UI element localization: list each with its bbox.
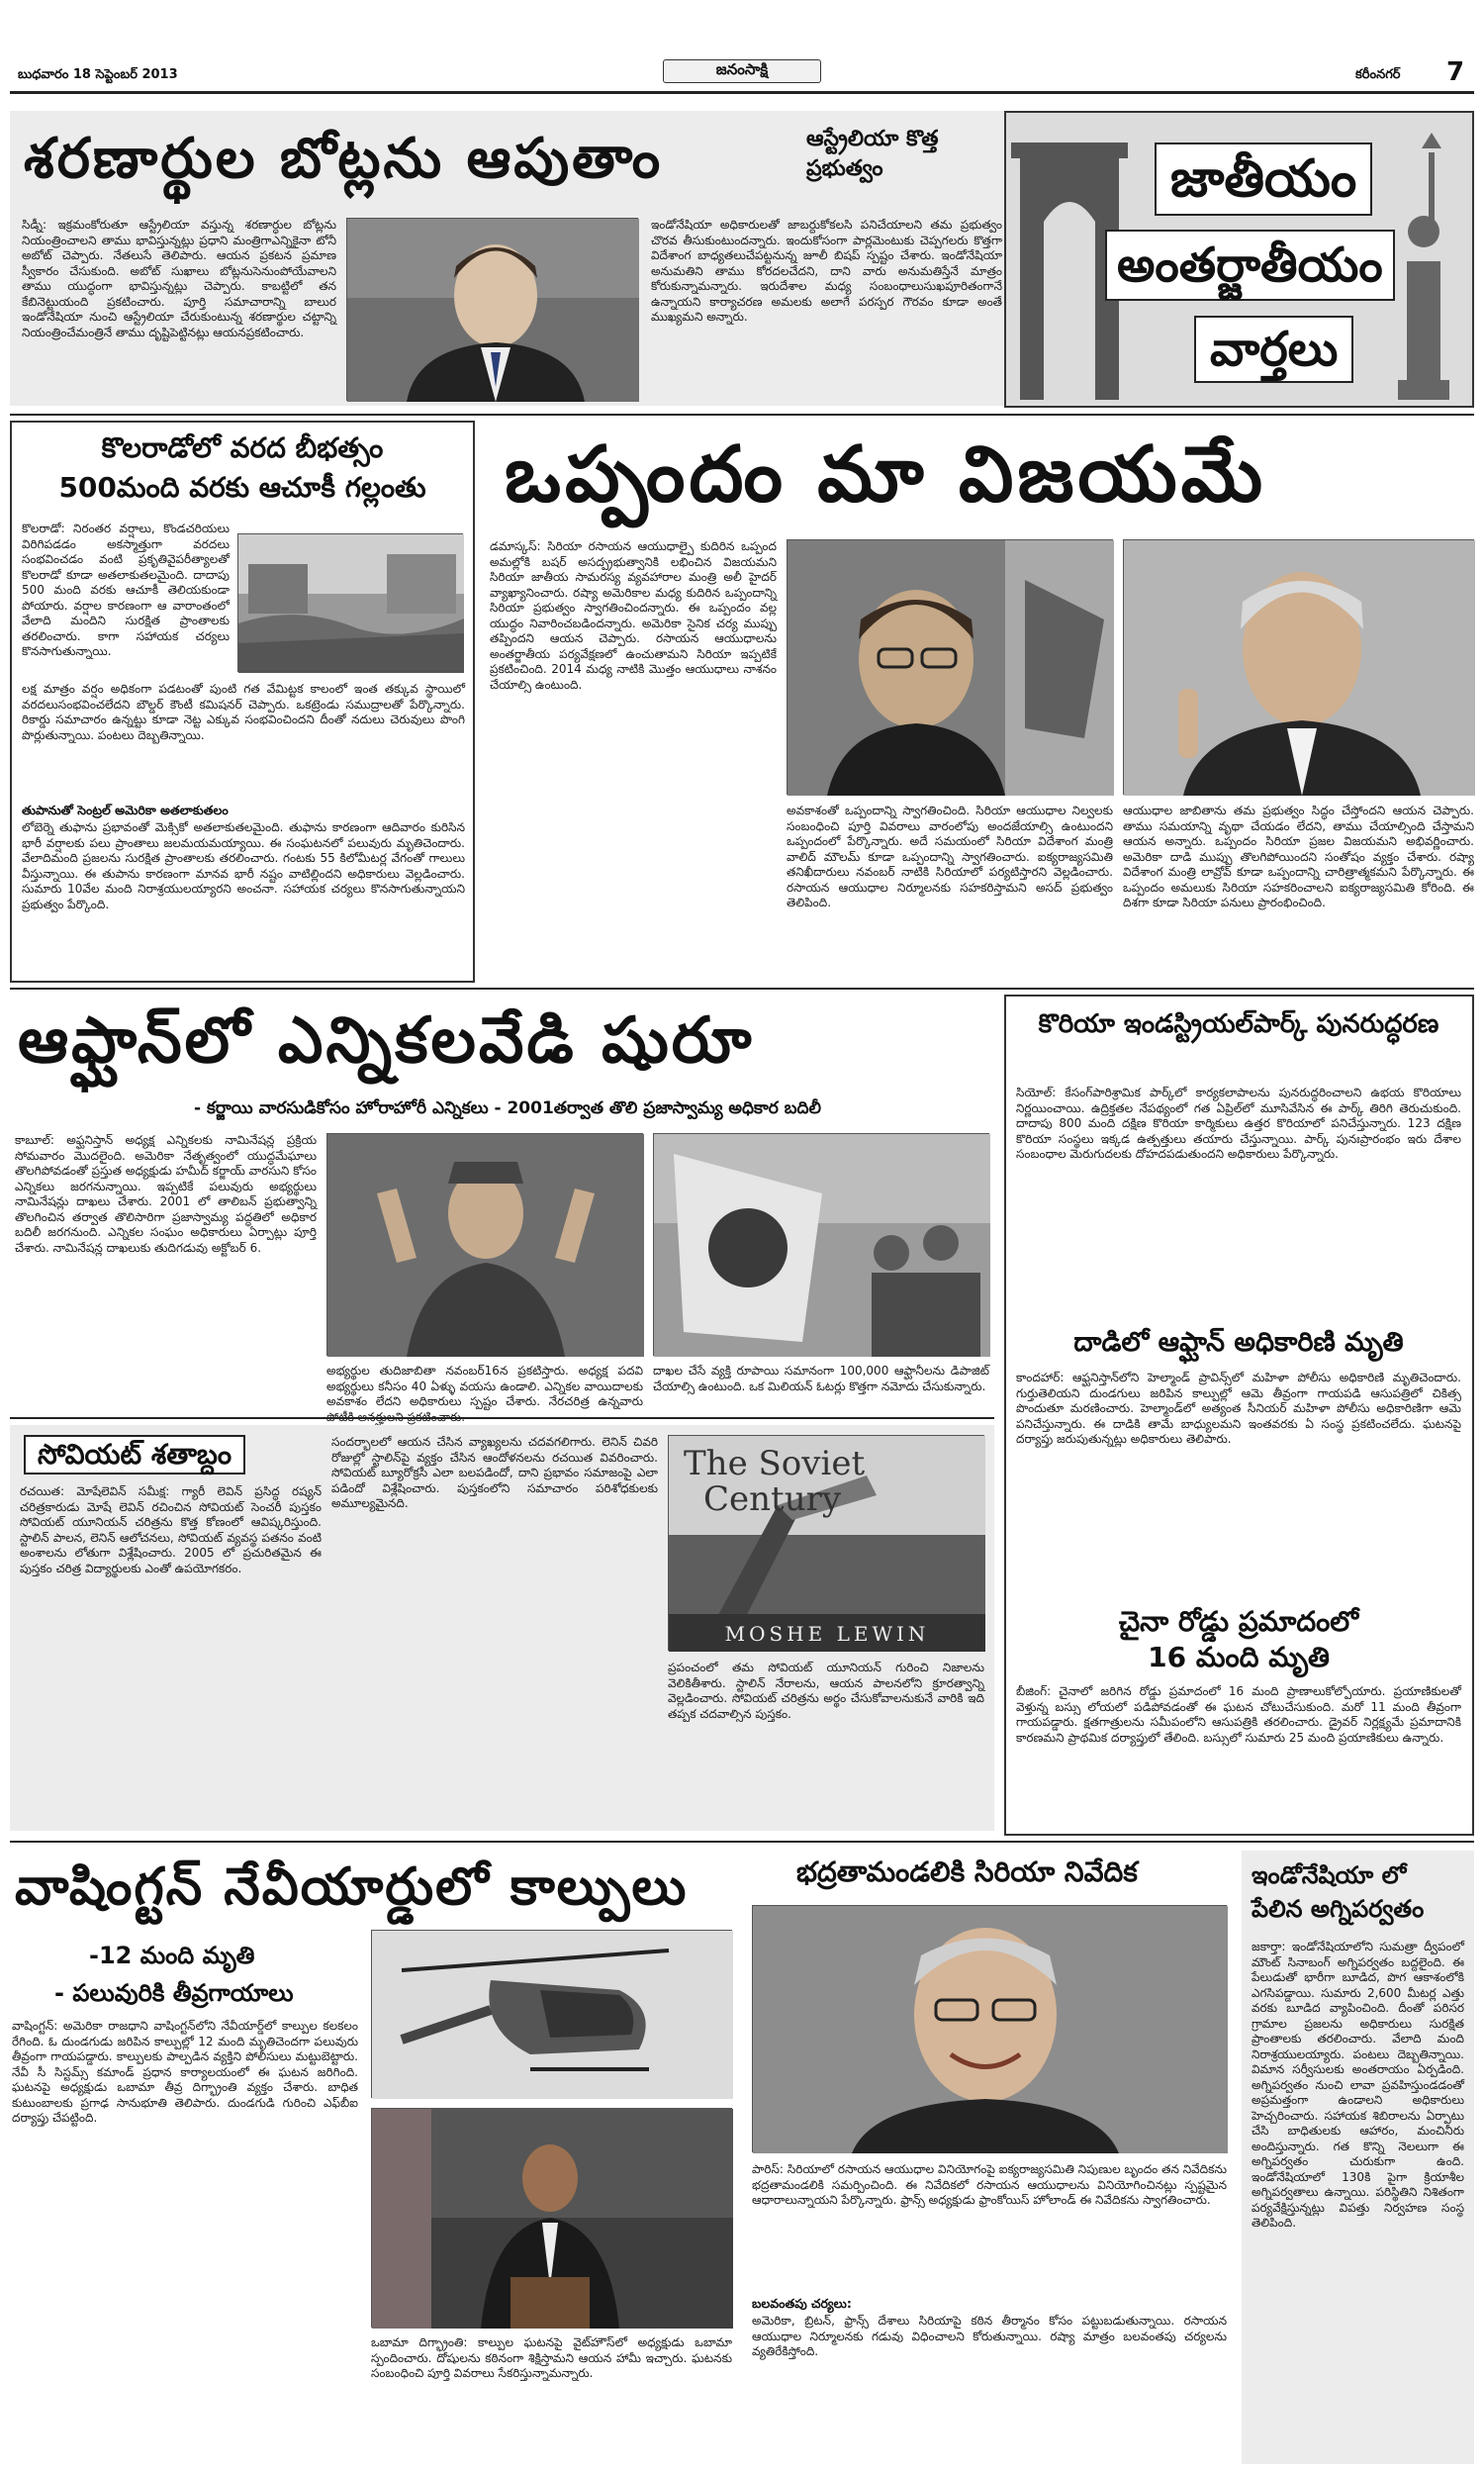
- story-refugee-boats: [10, 111, 1014, 406]
- rule-1: [10, 414, 1474, 416]
- story-colorado-floods: [10, 421, 475, 983]
- story9-text: వాషింగ్టన్: అమెరికా రాజధాని వాషింగ్టన్‌లోని నేవీయార్డ్‌లో కాల్పుల కలకలం రేగింది. ఓ దుండగుడు జరిపిన కాల్పుల్లో 12 మంది మృతిచెందగా పలువురు తీవ్రంగా గాయపడ్డారు. కాల్పులకు పాల్పడిన వ్యక్తిని పోలీసులు మట్టుబెట్టారు. నేవీ సీ సిస్టమ్స్ కమాండ్ ప్రధాన కార్యాలయంలో ఈ ఘటన జరిగింది. ఘటనపై అధ్యక్షుడు ఒబామా తీవ్ర దిగ్భ్రాంతి వ్యక్తం చేశారు. బాధిత కుటుంబాలకు ప్రగాఢ సానుభూతి తెలిపారు. దుండగుడి గురించి ఎఫ్‌బీఐ దర్యాప్తు చేపట్టింది.: [12, 2019, 358, 2125]
- story4-col2: అభ్యర్థుల తుదిజాబితా నవంబర్16న ప్రకటిస్తారు. అధ్యక్ష పదవి అభ్యర్థులు కనీసం 40 ఏళ్ళు వయసు ఉండాలి. ఎన్నికల వాయిదాలకు అవకాశం లేదని అధికారులు స్పష్టం చేశారు. నేరచరిత్ర ఉన్నవారు: [326, 1364, 643, 1408]
- story3-col1: డమాస్కస్: సిరియా రసాయన ఆయుధాల్పై కుదిరిన ఒప్పంద అమల్లోకి బషర్ అసద్ప్రభుత్వానికి లభించిన విజయమని సిరియా జాతీయ సామరస్య వ్యవహారాల మంత్రి అలీ హైదర్ వ్యాఖ్యానించారు. రష్యా అమెరికాల మధ్య కుదిరిన ఒప్పందాన్ని సిరియా ప్రభుత్వం స్వాగతించిందన్నారు. ఈ ఒప్పందం వల్ల యుద్ధం నివారించబడిందన్నారు. అమెరికా సైనిక చర్య ముప్పు తప్పిందని ఆయన చెప్పారు. రసాయన ఆయుధాలను అంతర్జాతీయ పర్యవేక్షణలో ఉంచుతామని సిరియా ఇప్పటికే ప్రకటించింది. 2014 మధ్య నాటికి మొత్తం ఆయుధాలు నాశనం చేయాల్సి ఉంటుంది.: [490, 539, 777, 692]
- story2-headline1: కొలరాడోలో వరద బీభత్సం: [101, 431, 384, 464]
- story7-text: బీజింగ్: చైనాలో జరిగిన రోడ్డు ప్రమాదంలో 16 మంది ప్రాణాలుకోల్పోయారు. ప్రయాణికులతో వెళ్తున్న బస్సు లోయలో పడిపోవడంతో ఈ ఘటన చోటుచేసుకుంది. మరో 11 మంది తీవ్రంగా గాయపడ్డారు. క్షతగాత్రులను సమీపంలోని ఆసుపత్రికి తరలించారు. డ్రైవర్ నిర్లక్ష్యమే ప్రమాదానికి కారణమని ప్రాథమిక దర్యాప్తులో తేలింది. బస్సులో సుమారు 25 మంది ప్రయాణికులు ఉన్నారు.: [1016, 1684, 1461, 1745]
- story4-subhead: - కర్జాయి వారసుడికోసం హోరాహోరీ ఎన్నికలు - 2001తర్వాత తొలి ప్రజాస్వామ్య అధికార బదిలీ: [194, 1098, 821, 1118]
- story5-headline: కొరియా ఇండస్ట్రియల్‌పార్క్ పునరుద్ధరణ: [1038, 1009, 1439, 1039]
- rule-3: [10, 1417, 994, 1419]
- hollande-photo: [752, 1905, 1227, 2152]
- john-kerry-photo: [1123, 539, 1474, 795]
- book-author: MOSHE LEWIN: [724, 1622, 930, 1646]
- story8-col2: సందర్భాలలో ఆయన చేసిన వ్యాఖ్యలను చదవగలిగారు. లెనిన్ చివరి రోజుల్లో స్టాలిన్‌పై వ్యక్తం చేసిన ఆందోళనలను రచయిత వివరించారు. సోవియట్ బ్యూరోక్రసీ ఎలా బలపడిందో, దాని ప్రభావం సమాజంపై ఎలా పడిందో విశ్లేషించారు. పుస్తకంలోని సమాచారం పరిశోధకులకు అమూల్యమైనది.: [331, 1435, 658, 1510]
- story11-text: జకార్తా: ఇండోనేషియాలోని సుమత్రా ద్వీపంలో మౌంట్ సినాబంగ్ అగ్నిపర్వతం బద్దలైంది. ఈ పేలుడుతో భారీగా బూడిద, పొగ ఆకాశంలోకి ఎగసిపడ్డాయి. సుమారు 2,600 మీటర్ల ఎత్తు వరకు బూడిద వ్యాపించింది. దీంతో పరిసర గ్రామాల ప్రజలను అధికారులు సురక్షిత ప్రాంతాలకు తరలించారు. వేలాది మంది నిరాశ్రయులయ్యారు. పంటలు దెబ్బతిన్నాయి. విమాన సర్వీసులకు అంతరాయం ఏర్పడింది. అగ్నిపర్వతం నుంచి లావా ప్రవహిస్తుండడంతో అప్రమత్తంగా ఉండాలని అధికారులు హెచ్చరించారు. సహాయక శిబిరాలను ఏర్పాటు చేసి బాధితులకు ఆహారం, మంచినీరు అందిస్తున్నారు. గత కొన్ని నెలలుగా ఈ అగ్నిపర్వతం చురుకుగా ఉంది. ఇండోనేషియాలో 130కి పైగా క్రియాశీల అగ్నిపర్వతాలు ఉన్నాయి. పరిస్థితిని నిశితంగా పర్యవేక్షిస్తున్నట్లు విపత్తు నిర్వహణ సంస్థ తెలిపింది.: [1252, 1940, 1464, 2230]
- story8-col1: రచయిత: మోషేలెవిన్ సమీక్ష: గ్యారీ లెవిన్ ప్రసిద్ధ రష్యన్ చరిత్రకారుడు మోషే లెవిన్ రచించిన సోవియట్ సెంచరీ పుస్తకం సోవియట్ యూనియన్ చరిత్రను కొత్త కోణంలో ఆవిష్కరిస్తుంది. స్టాలిన్ పాలన, లెనిన్ ఆలోచనలు, సోవియట్ వ్యవస్థ పతనం వంటి అంశాలను లోతుగా విశ్లేషించారు. 2005 లో ప్రచురితమైన ఈ పుస్తకం చరిత్ర విద్యార్థులకు ఎంతో ఉపయోగకరం.: [20, 1484, 322, 1575]
- story9-caption-text: ఒబామా దిగ్భ్రాంతి: కాల్పుల ఘటనపై వైట్‌హౌస్‌లో అధ్యక్షుడు ఒబామా స్పందించారు. దోషులను కఠినంగా శిక్షిస్తామని ఆయన హామీ ఇచ్చారు. ఘటనకు సంబంధించి పూర్తి వివరాలు సేకరిస్తున్నామన్నారు.: [371, 2335, 732, 2380]
- right-news-box: [1004, 995, 1474, 1836]
- header-date: బుధవారం 18 సెప్టెంబర్ 2013: [18, 67, 178, 82]
- story11-headline: ఇండోనేషియా లో పేలిన అగ్నిపర్వతం: [1252, 1861, 1425, 1923]
- story4-col3: దాఖల చేసే వ్యక్తి రూపాయి సమానంగా 100,000 ఆఫ్ఘానీలను డిపాజిట్ చేయాల్సి ఉంటుంది. ఒక మిలియన్ ఓటర్లు కొత్తగా నమోదు చేసుకున్నారు.: [653, 1364, 989, 1393]
- story6-headline: దాడిలో ఆఫ్ఘాన్ అధికారిణి మృతి: [1073, 1327, 1404, 1358]
- story9-headline: వాషింగ్టన్ నేవీయార్డులో కాల్పులు: [15, 1857, 689, 1917]
- section-banner: [1004, 111, 1474, 408]
- story3-headline: ఒప్పందం మా విజయమే: [505, 430, 1267, 520]
- story2-subhead: తుపానుతో సెంట్రల్ అమెరికా అతలాకుతలం: [22, 803, 229, 817]
- helicopter-photo: [371, 1930, 732, 2098]
- story9-subhead2: - పలువురికి తీవ్రగాయాలు: [54, 1979, 294, 2007]
- karzai-photo: [326, 1133, 643, 1356]
- banner-line3: వార్తలు: [1194, 316, 1353, 383]
- soviet-century-book-cover: [668, 1435, 984, 1651]
- story10-text: పారిస్: సిరియాలో రసాయన ఆయుధాల వినియోగంపై ఐక్యరాజ్యసమితి నిపుణుల బృందం తన నివేదికను భద్రతామండలికి సమర్పించింది. ఈ నివేదికలో రసాయన ఆయుధాలను వినియోగించినట్లు స్పష్టమైన ఆధారాలున్నాయని పేర్కొన్నారు. ఫ్రాన్స్ అధ్యక్షుడు ఫ్రాంకోయిస్ హోలాండ్ ఈ నివేదికను స్వాగతించారు.: [752, 2162, 1227, 2207]
- story7-headline2: 16 మంది మృతి: [1148, 1641, 1330, 1673]
- abbott-photo: [346, 218, 638, 401]
- story1-col1: సిడ్నీ: ఇక్రమంకోరుతూ ఆస్ట్రేలియా వస్తున్న శరణార్ధుల బోట్లను నియంత్రించాలని తాము భావిస్తున్నట్లు ప్రధాని మంత్రిగాఎన్నికైనా టోనీ అబోట్ చెప్పారు. నేతలుసే తెలిపారు. ఆయన ప్రకటన ప్రమాణ స్వీకారం చేసుకుంది. అబోట్ సుఖాలు బోట్లనుసెనుంపోయేవాలని తాము యుద్ధంగా భావిస్తున్నట్లు చెప్పారు. కాబట్టిలో తన కేబినెట్టుయంది ప్రకటించారు. పూర్తి సమాచారాన్ని బాలుర ఇండోనేషియా నుంచి ఆస్ట్రేలియా చేరుకుంటున్న శరణార్థుల చట్టాన్ని నియంత్రించేమంత్రినే తాము దృష్టిపెట్టినట్లు ఆయనప్రకటించారు.: [22, 218, 336, 339]
- rule-2: [10, 988, 1474, 990]
- page-header: [0, 0, 1484, 87]
- story10-text2: అమెరికా, బ్రిటన్, ఫ్రాన్స్ దేశాలు సిరియాపై కఠిన తీర్మానం కోసం పట్టుబడుతున్నాయి. రసాయన ఆయుధాల నిర్మూలనకు గడువు విధించాలని కోరుతున్నాయి. రష్యా మాత్రం బలవంతపు చర్యలను వ్యతిరేకిస్తోంది.: [752, 2314, 1227, 2358]
- rule-4: [10, 1841, 1474, 1843]
- story6-text: కాందహార్: ఆఫ్ఘనిస్తాన్‌లోని హెల్మాండ్ ప్రావిన్స్‌లో మహిళా పోలీసు అధికారిణి మృతిచెందారు. గుర్తుతెలియని దుండగులు జరిపిన కాల్పుల్లో ఆమె తీవ్రంగా గాయపడి ఆసుపత్రిలో చికిత్స పొందుతూ మరణించారు. హెల్మాండ్‌లో అత్యంత సీనియర్ మహిళా పోలీసు అధికారిణిగా ఆమె పనిచేస్తున్నారు. ఈ దాడికి తామే బాధ్యులమని ఇంతవరకు ఏ సంస్థ ప్రకటించలేదు. ఘటనపై దర్యాప్తు జరుపుతున్నట్లు అధికారులు తెలిపారు.: [1016, 1371, 1461, 1446]
- story2-headline2: 500మంది వరకు ఆచూకీ గల్లంతు: [58, 471, 426, 504]
- story1-headline: శరణార్థుల బోట్లను ఆపుతాం: [24, 127, 664, 191]
- banner-line1: జాతీయం: [1155, 143, 1372, 216]
- banner-line2: అంతర్జాతీయం: [1105, 230, 1395, 301]
- story4-col1: కాబూల్: అఫ్ఘనిస్తాన్ అధ్యక్ష ఎన్నికలకు నామినేషన్ల ప్రక్రియ సోమవారం మొదలైంది. అమెరికా నేతృత్వంలో యుద్ధమేఘాలు తొలగిపోవడంతో ప్రస్తుత అధ్యక్షుడు హమీద్ కర్జాయ్ వారసుని కోసం ఎన్నికలు జరగనున్నాయి. ఇప్పటికే పలువురు అభ్యర్థులు నామినేషన్లు దాఖలు చేశారు. 2001 లో తాలిబన్ ప్రభుత్వాన్ని తొలగించిన తర్వాత తొలిసారిగా ప్రజాస్వామ్య పద్ధతిలో అధికార బదిలీ జరగనుంది. ఎన్నికల సంఘం అధికారులు ఏర్పాట్లు పూర్తి చేశారు. నామినేషన్ల దాఖలుకు తుదిగడువు అక్టోబర్ 6.: [15, 1133, 317, 1255]
- masthead-title: జనంసాక్షి: [715, 60, 769, 78]
- book-title-line1: The Soviet: [684, 1444, 866, 1483]
- page-number: 7: [1446, 57, 1465, 87]
- story3-col3: ఆయుధాల జాబితాను తమ ప్రభుత్వం సిద్ధం చేస్తోందని ఆయన చెప్పారు. తాము సమయాన్ని వృథా చేయడం లేదని, తాము చేయాల్సింది చేస్తామని ఆయన అన్నారు. ఒప్పందం సిరియా ప్రజల విజయమని అభివర్ణించారు. అమెరికా దాడి ముప్పు తొలగిపోయిందని సంతోషం వ్యక్తం చేశారు. రష్యా విదేశాంగ మంత్రి లావ్రోవ్ కూడా ఒప్పందాన్ని చారిత్రాత్మకమని పేర్కొన్నారు. ఈ ఒప్పందం అమలుకు సిరియా సహకరించాలని ఐక్యరాజ్యసమితి కోరింది. ఈ దిశగా కూడా సిరియా పనులు ప్రారంభించింది.: [1123, 804, 1474, 909]
- story10-headline: భద్రతామండలికి సిరియా నివేదిక: [796, 1856, 1138, 1888]
- story-indonesia-volcano: [1242, 1851, 1474, 2464]
- story1-col2: ఇండోనేషియా అధికారులతో జాబర్దుకోకలసి పనిచేయాలని తమ ప్రభుత్వం చొరవ తీసుకుంటుందన్నారు. ఇందుకోసంగా పార్లమెంటుకు చెప్పగలరు కొత్తగా విదేశాంగ బాధ్యతలుచేపట్టనున్న జూలీ బిషప్ స్పష్టం చేశారు. ఇండోనేషియా అనుమతిని తాము కోరదలచేదని, దాని వారు అనుమతిస్తేనే మాత్రం కోరుకున్నామన్నారు. ఇరుదేశాల మధ్య సంబంధాలుసుఖపూరితంగానే ఉన్నాయని కార్యాచరణ అమలకు అలాగే పరస్పర గౌరవం కూడా అంతే ముఖ్యమని అన్నారు.: [651, 218, 1002, 324]
- flood-photo: [237, 533, 463, 672]
- story1-side-title: ఆస్ట్రేలియా కొత్త ప్రభుత్వం: [806, 127, 939, 181]
- story8-headline: సోవియట్ శతాబ్దం: [24, 1435, 245, 1475]
- masthead-logo: [663, 59, 821, 83]
- story9-subhead1: -12 మంది మృతి: [89, 1942, 255, 1969]
- header-rule: [10, 91, 1474, 94]
- election-commission-photo: [653, 1133, 989, 1356]
- story3-col2: అవకాశంతో ఒప్పందాన్ని స్వాగతించింది. సిరియా ఆయుధాల నిల్వలకు సంబంధించి పూర్తి వివరాలు వారంలోపు అందజేయాల్సి ఉంటుందని ఒప్పందంలో పేర్కొన్నారు. అదే సమయంలో సిరియా విదేశాంగ మంత్రి వాలిద్ మౌలమ్ కూడా ఒప్పందాన్ని స్వాగతించారు. ఐక్యరాజ్యసమితి తనిఖీదారులు నవంబర్ నాటికి సిరియాలో పర్యటిస్తారని వెల్లడించారు. రసాయన ఆయుధాల నిర్మూలనకు సహకరిస్తామని అసద్ ప్రభుత్వం తెలిపింది.: [787, 804, 1113, 909]
- story7-headline1: చైనా రోడ్డు ప్రమాదంలో: [1118, 1605, 1359, 1638]
- obama-photo: [371, 2108, 732, 2328]
- story2-text1: కొలరాడో: నిరంతర వర్షాలు, కొండచరియలు విరిగిపడడం అకస్మాత్తుగా వరదలు సంభవించడం వంటి ప్రకృతివైపరీత్యాలతో కొలరాడో కూడా అతలాకుతలమైంది. దాదాపు 500 మంది వరకు ఆచూకీ తెలియకుండా పోయారు. వర్షాల కారణంగా ఆ వారాంతంలో వేలాది మందిని సురక్షిత ప్రాంతాలకు తరలించారు. కాగా సహాయక చర్యలు కొనసాగుతున్నాయి.: [22, 522, 230, 658]
- story4-headline: ఆఫ్ఘాన్‌లో ఎన్నికలవేడి షురూ: [18, 1004, 755, 1078]
- book-title-line2: Century: [703, 1479, 842, 1519]
- story8-col3: ప్రపంచంలో తమ సోవియట్ యూనియన్ గురించి నిజాలను వెలికితీశారు. స్టాలిన్ నేరాలను, ఆయన పాలనలోని క్రూరత్వాన్ని వెల్లడించారు. సోవియట్ చరిత్రను అర్థం చేసుకోవాలనుకునే వారికి ఇది తప్పక చదవాల్సిన పుస్తకం.: [668, 1661, 984, 1721]
- story2-text3: లోబెర్నె తుఫాను ప్రభావంతో మెక్సికో అతలాకుతలమైంది. తుఫాను కారణంగా ఆదివారం కురిసిన భారీ వర్షాలకు పలు ప్రాంతాలు జలమయమయ్యాయి. ఈ సంఘటనలో పలువురు మృతిచెందారు. వేలాదిమంది ప్రజలను సురక్షిత ప్రాంతాలకు తరలించారు. గంటకు 55 కిలోమీటర్ల వేగంతో గాలులు వీస్తున్నాయి. ఈ తుపాను కారణంగా మానవ భారీ నష్టం వాటిల్లిందని అధికారులు వెల్లడించారు. సుమారు 10వేల మంది నిరాశ్రయులయ్యారని అంచనా. సహాయక చర్యలు కొనసాగుతున్నాయని ప్రభుత్వం పేర్కొంది.: [22, 820, 465, 911]
- header-edition: కరీంనగర్: [1355, 67, 1401, 82]
- ali-haidar-photo: [787, 539, 1113, 795]
- story10-subhead: బలవంతపు చర్యలు:: [752, 2296, 852, 2311]
- story2-text2: లక్ష మాత్రం వర్షం అధికంగా పడటంతో పుంటి గత వేమిట్టక కాలంలో ఇంత తక్కువ స్థాయిలో వరదలుసంభవించలేదని బౌల్డర్ కౌంటీ కమిషనర్ చెప్పారు. ఒకట్రెండు సముద్రాలతో పేర్కొన్నారు. రికార్డు సమాచారం ఉన్నట్టు కూడా నెట్ట ఎక్కువ సంభవించిందని దీంతో నదులు చెరువులు పొంగి పొర్లుతున్నాయి. పంటలు దెబ్బతిన్నాయి.: [22, 682, 465, 742]
- story5-text: సియోల్: కేసంగ్‌పారిశ్రామిక పార్క్‌లో కార్యకలాపాలను పునరుద్ధరించాలని ఉభయ కొరియాలు నిర్ణయించాయి. ఉద్రిక్తతల నేపథ్యంలో గత ఏప్రిల్‌లో మూసివేసిన ఈ పార్క్ తిరిగి తెరుచుకుంది. దాదాపు 800 మంది దక్షిణ కొరియా కార్మికులు ఉత్తర కొరియాలో పనిచేస్తున్నారు. 123 దక్షిణ కొరియా సంస్థలు ఇక్కడ ఉత్పత్తులు తయారు చేస్తున్నాయి. పార్క్ పునఃప్రారంభం ఇరు దేశాల సంబంధాల మెరుగుదలకు దోహదపడుతుందని అధికారులు పేర్కొన్నారు.: [1016, 1086, 1461, 1161]
- story-soviet-century: [10, 1425, 994, 1831]
